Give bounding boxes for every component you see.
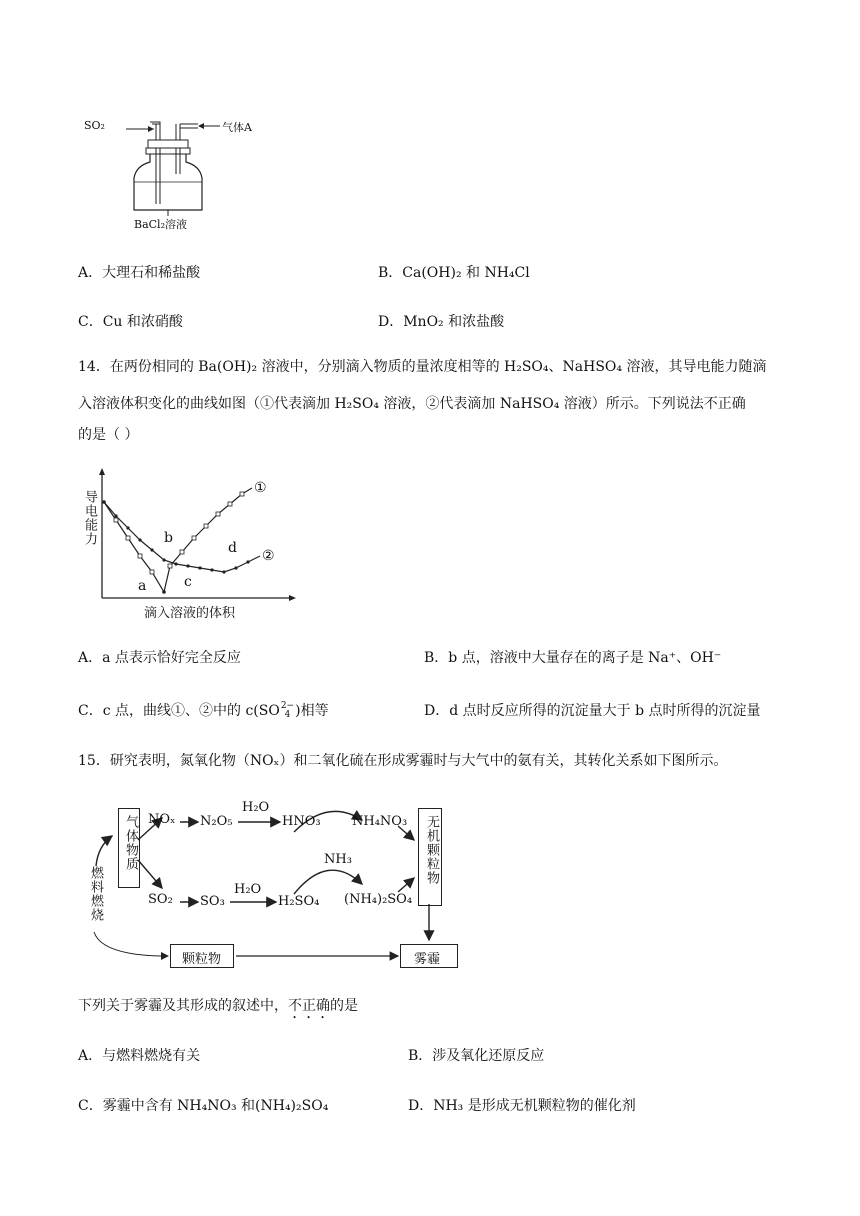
conductivity-plot (78, 468, 302, 620)
fuel-combustion-label: 燃料燃烧 (88, 866, 103, 922)
nh4no3-label: NH₄NO₃ (352, 814, 408, 829)
x-axis-label: 滴入溶液的体积 (144, 606, 236, 621)
q13-option-a[interactable]: A．大理石和稀盐酸 (78, 265, 201, 281)
haze-diagram (80, 796, 470, 972)
h2so4-label: H₂SO₄ (278, 894, 320, 909)
so2-label: SO₂ (84, 119, 105, 132)
curve2-label: ② (262, 548, 275, 564)
q14-stem-line1: 14．在两份相同的 Ba(OH)₂ 溶液中，分别滴入物质的量浓度相等的 H₂SO₄、NaHSO₄ 溶液，其导电能力随滴 (78, 359, 767, 375)
q15-question (78, 992, 358, 1022)
q15-option-a[interactable]: A．与燃料燃烧有关 (78, 1048, 201, 1064)
y-axis-label: 导电能力 (82, 490, 97, 546)
sulfate-sup: 2− (280, 701, 295, 711)
q15-question-post: 的是 (330, 998, 358, 1014)
haze-box (400, 944, 458, 968)
q15-option-b[interactable]: B．涉及氧化还原反应 (408, 1048, 545, 1064)
q14-option-c-post: )相等 (295, 703, 329, 719)
q15-question-emphasis: 不正确 (288, 998, 330, 1014)
q14-stem-line3: 的是（ ） (78, 427, 139, 443)
inorganic-particles-box (418, 808, 442, 906)
h2o-label-1: H₂O (242, 800, 270, 815)
q13-option-b[interactable]: B．Ca(OH)₂ 和 NH₄Cl (378, 265, 530, 281)
so3-label: SO₃ (200, 894, 225, 909)
q14-option-a[interactable]: A．a 点表示恰好完全反应 (78, 650, 241, 666)
h2o-label-2: H₂O (234, 882, 262, 897)
point-b-label: b (164, 530, 173, 546)
n2o5-label: N₂O₅ (200, 814, 233, 829)
inorganic-particles-label: 无机颗粒物 (424, 815, 439, 885)
q15-option-d[interactable]: D．NH₃ 是形成无机颗粒物的催化剂 (408, 1098, 636, 1114)
nh3-label: NH₃ (324, 852, 352, 867)
curve1-label: ① (254, 480, 267, 496)
hno3-label: HNO₃ (282, 814, 321, 829)
q14-option-b[interactable]: B．b 点，溶液中大量存在的离子是 Na⁺、OH⁻ (424, 650, 722, 666)
sulfate-sub: 4 (284, 710, 291, 720)
gas-substance-box (118, 808, 140, 888)
q14-stem-line2: 入溶液体积变化的曲线如图（①代表滴加 H₂SO₄ 溶液，②代表滴加 NaHSO₄ 溶液）所示。下列说法不正确 (78, 396, 746, 412)
particles-label: 颗粒物 (182, 952, 222, 967)
q13-option-c[interactable]: C．Cu 和浓硝酸 (78, 314, 183, 330)
q15-option-c[interactable]: C．雾霾中含有 NH₄NO₃ 和(NH₄)₂SO₄ (78, 1098, 329, 1114)
gas-a-label: 气体A (222, 121, 252, 134)
q13-option-d[interactable]: D．MnO₂ 和浓盐酸 (378, 314, 505, 330)
point-d-label: d (228, 540, 237, 556)
nh42so4-label: (NH₄)₂SO₄ (344, 892, 413, 907)
q14-option-d[interactable]: D．d 点时反应所得的沉淀量大于 b 点时所得的沉淀量 (424, 703, 761, 719)
haze-label: 雾霾 (414, 952, 441, 967)
bacl2-label: BaCl₂溶液 (134, 218, 187, 231)
q15-question-pre: 下列关于雾霾及其形成的叙述中， (78, 998, 288, 1014)
nox-label: NOₓ (148, 812, 176, 827)
gas-bottle-figure (80, 112, 280, 232)
so2-flow-label: SO₂ (148, 892, 173, 907)
gas-substance-label: 气体物质 (123, 815, 138, 871)
point-c-label: c (184, 574, 192, 590)
q14-option-c[interactable] (78, 700, 329, 720)
point-a-label: a (138, 578, 147, 594)
particles-box (170, 944, 234, 968)
sulfate-charge (281, 702, 294, 720)
conductivity-chart (78, 468, 302, 620)
q14-option-c-pre: C．c 点，曲线①、②中的 c(SO (78, 703, 280, 719)
q15-stem: 15．研究表明，氮氧化物（NOₓ）和二氧化硫在形成雾霾时与大气中的氨有关，其转化关系如下图所示。 (78, 753, 728, 769)
